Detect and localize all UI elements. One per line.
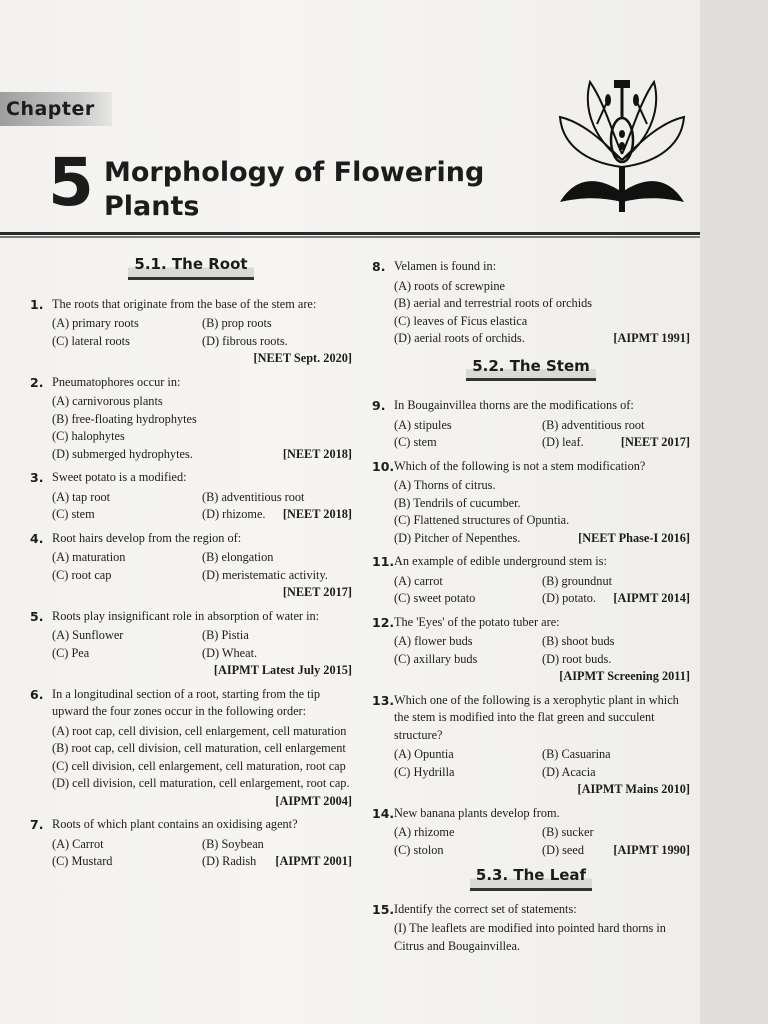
question-13: 13. Which one of the following is a xerophytic plant in which the stem is modified into the flat green and succulent structure? (A) Opuntia (B) Casuarina (C) Hydrilla (D) Acacia [AIPMT Mains 2010] <box>372 692 690 799</box>
question-6: 6. In a longitudinal section of a root, starting from the tip upward the four zones occur in the following order: (A) root cap, cell division, cell enlargement, cell maturation (B) root cap, cell division, cell maturation, cell enlargement (C) cell division, cell enlargement, cell maturation, root cap (D) cell division, cell maturation, cell enlargement, root cap. [AIPMT 2004] <box>30 686 352 811</box>
exam-reference: [NEET 2017] <box>282 585 352 599</box>
exam-reference: [AIPMT 1990] <box>613 842 690 857</box>
exam-reference: [AIPMT 2014] <box>613 591 690 605</box>
question-12: 12. The 'Eyes' of the potato tuber are: (A) flower buds (B) shoot buds (C) axillary buds (D) root buds. [AIPMT Screening 2011] <box>372 614 690 686</box>
chapter-title <box>104 156 554 224</box>
exam-reference: [AIPMT 2001] <box>275 854 352 868</box>
question-1: 1. The roots that originate from the base of the stem are: (A) primary roots (B) prop roots (C) lateral roots (D) fibrous roots. [NEET Sept. 2020] <box>30 296 352 368</box>
exam-reference: [NEET 2018] <box>282 507 352 521</box>
left-column <box>30 252 352 877</box>
exam-reference: [AIPMT 1991] <box>613 331 690 345</box>
exam-reference: [NEET Phase-I 2016] <box>578 530 690 545</box>
section-heading-leaf: 5.3. The Leaf <box>372 867 690 891</box>
question-8: 8. Velamen is found in: (A) roots of screwpine (B) aerial and terrestrial roots of orchids (C) leaves of Ficus elastica (D) aerial roots of orchids. [AIPMT 1991] <box>372 258 690 348</box>
question-2: 2. Pneumatophores occur in: (A) carnivorous plants (B) free-floating hydrophytes (C) halophytes (D) submerged hydrophytes. [NEET 2018] <box>30 374 352 464</box>
header-rule-shadow <box>0 236 700 238</box>
header-rule <box>0 232 700 235</box>
exam-reference: [NEET 2017] <box>620 435 690 449</box>
options: (A) primary roots (B) prop roots (C) lateral roots (D) fibrous roots. <box>52 316 288 348</box>
exam-reference: [AIPMT Screening 2011] <box>559 669 690 683</box>
chapter-title-line2: Plants <box>104 191 200 222</box>
exam-reference: [NEET Sept. 2020] <box>253 351 352 365</box>
chapter-label: Chapter <box>6 98 95 120</box>
section-heading-root: 5.1. The Root <box>30 256 352 280</box>
page-edge <box>700 0 768 1024</box>
question-10: 10. Which of the following is not a stem modification? (A) Thorns of citrus. (B) Tendrils of cucumber. (C) Flattened structures of Opuntia. (D) Pitcher of Nepenthes. [NEET Phase-I 2016] <box>372 458 690 548</box>
question-3: 3. Sweet potato is a modified: (A) tap root (B) adventitious root (C) stem (D) rhizome. [NEET 2018] <box>30 469 352 524</box>
question-4: 4. Root hairs develop from the region of: (A) maturation (B) elongation (C) root cap (D) meristematic activity. [NEET 2017] <box>30 530 352 602</box>
question-11: 11. An example of edible underground stem is: (A) carrot (B) groundnut (C) sweet potato (D) potato. [AIPMT 2014] <box>372 553 690 608</box>
question-7: 7. Roots of which plant contains an oxidising agent? (A) Carrot (B) Soybean (C) Mustard (D) Radish [AIPMT 2001] <box>30 816 352 871</box>
flower-illustration <box>552 62 692 232</box>
section-heading-stem: 5.2. The Stem <box>372 358 690 382</box>
exam-reference: [NEET 2018] <box>282 446 352 461</box>
question-15: 15. Identify the correct set of statements: (I) The leaflets are modified into pointed hard thorns in Citrus and Bougainvillea. <box>372 901 666 953</box>
chapter-title-line1: Morphology of Flowering <box>104 157 485 188</box>
question-9: 9. In Bougainvillea thorns are the modifications of: (A) stipules (B) adventitious root (C) stem (D) leaf. [NEET 2017] <box>372 397 690 452</box>
exam-reference: [AIPMT Mains 2010] <box>577 782 690 796</box>
right-column <box>372 258 690 961</box>
exam-reference: [AIPMT Latest July 2015] <box>213 663 352 677</box>
exam-reference: [AIPMT 2004] <box>275 793 352 808</box>
question-5: 5. Roots play insignificant role in absorption of water in: (A) Sunflower (B) Pistia (C) Pea (D) Wheat. [AIPMT Latest July 2015] <box>30 608 352 680</box>
question-14: 14. New banana plants develop from. (A) rhizome (B) sucker (C) stolon (D) seed [AIPMT 1990] <box>372 805 690 860</box>
chapter-number: 5 <box>48 144 94 221</box>
